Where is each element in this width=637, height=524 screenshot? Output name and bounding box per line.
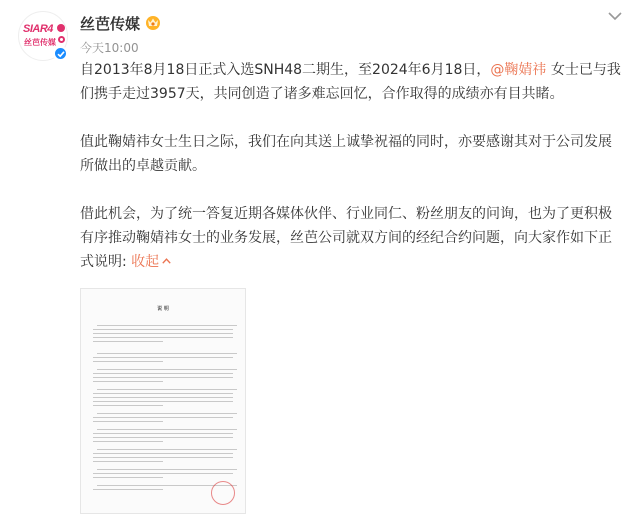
document-line bbox=[93, 417, 233, 418]
document-line bbox=[93, 461, 163, 462]
document-line bbox=[93, 401, 233, 402]
document-line bbox=[93, 473, 233, 474]
document-line bbox=[93, 405, 163, 406]
document-line bbox=[93, 437, 233, 438]
document-line bbox=[93, 361, 163, 362]
document-line bbox=[97, 353, 237, 354]
avatar-brand-bottom: 丝芭传媒 bbox=[24, 38, 56, 47]
document-line bbox=[97, 389, 237, 390]
paragraph-1-text-b: 女士已与我们携手走过3957天，共同创造了诸多难忘回忆，合作取得的成绩亦有目共睹。 bbox=[80, 62, 621, 102]
verified-badge-icon bbox=[53, 46, 68, 61]
post-paragraph-2: 值此鞠婧祎女士生日之际，我们在向其送上诚挚祝福的同时，亦要感谢其对于公司发展所做出的卓越贡献。 bbox=[80, 134, 612, 174]
document-line bbox=[93, 433, 233, 434]
post-timestamp[interactable]: 今天10:00 bbox=[80, 41, 139, 55]
company-seal bbox=[211, 481, 235, 505]
paragraph-3-text: 借此机会，为了统一答复近期各媒体伙伴、行业同仁、粉丝朋友的问询，也为了更积极有序推动鞠婧祎女士的业务发展，丝芭公司就双方间的经纪合约问题，向大家作如下正式说明: bbox=[80, 206, 612, 270]
username[interactable]: 丝芭传媒 bbox=[80, 15, 141, 33]
document-line bbox=[97, 413, 237, 414]
avatar-logo-dot bbox=[57, 24, 65, 32]
document-line bbox=[97, 429, 237, 430]
attachment-image[interactable] bbox=[80, 288, 246, 514]
attachment-title: 说 明 bbox=[157, 306, 169, 312]
document-line bbox=[93, 393, 233, 394]
avatar-brand-top: SIAR4 bbox=[23, 23, 53, 35]
document-line bbox=[93, 453, 233, 454]
document-line bbox=[97, 325, 237, 326]
document-line bbox=[93, 357, 233, 358]
collapse-button[interactable] bbox=[131, 254, 171, 270]
document-line bbox=[93, 337, 233, 338]
document-line bbox=[97, 369, 237, 370]
vip-crown-icon[interactable] bbox=[144, 13, 162, 31]
document-line bbox=[93, 489, 163, 490]
document-line bbox=[93, 421, 163, 422]
document-line bbox=[93, 381, 163, 382]
document-line bbox=[93, 477, 163, 478]
document-line bbox=[97, 469, 237, 470]
document-line bbox=[93, 397, 233, 398]
document-line bbox=[97, 449, 237, 450]
chevron-down-icon[interactable] bbox=[607, 10, 623, 22]
document-line bbox=[93, 341, 163, 342]
post-paragraph-1 bbox=[80, 58, 625, 106]
post-content bbox=[80, 58, 625, 274]
document-line bbox=[93, 377, 233, 378]
document-line bbox=[93, 373, 233, 374]
chevron-up-icon bbox=[162, 258, 171, 264]
document-line bbox=[93, 333, 233, 334]
document-line bbox=[93, 441, 163, 442]
paragraph-1-text-a: 自2013年8月18日正式入选SNH48二期生，至2024年6月18日， bbox=[80, 62, 491, 78]
collapse-label: 收起 bbox=[131, 254, 160, 270]
document-line bbox=[93, 329, 233, 330]
document-line bbox=[93, 457, 233, 458]
mention-link[interactable]: @鞠婧祎 bbox=[490, 62, 547, 78]
avatar-logo-ring bbox=[58, 36, 65, 43]
post-paragraph-3 bbox=[80, 202, 625, 274]
